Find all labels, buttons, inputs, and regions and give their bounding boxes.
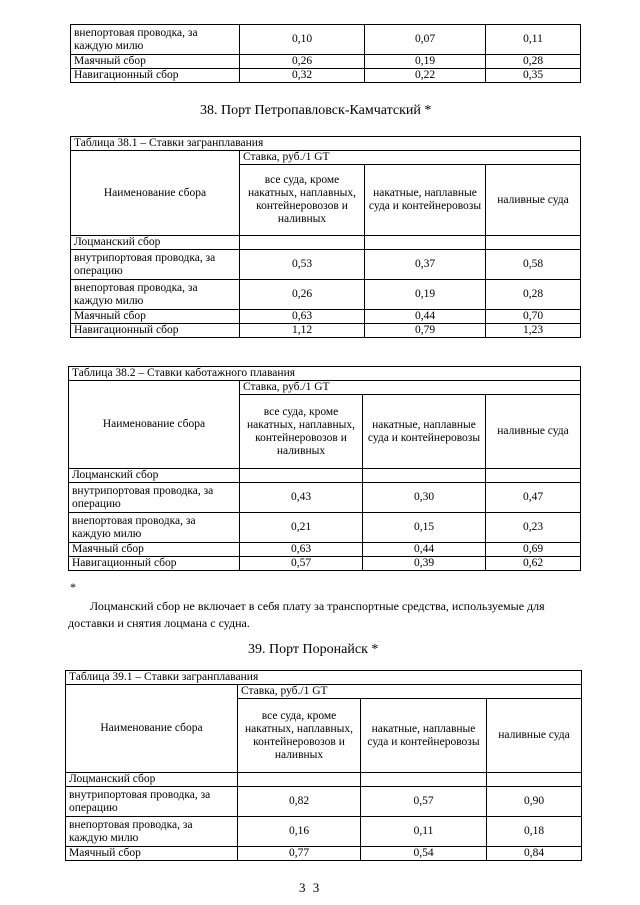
table-row	[71, 236, 581, 250]
table-caption: Таблица 38.2 – Ставки каботажного плавания	[69, 367, 581, 381]
table-row	[69, 483, 581, 513]
table-row	[69, 513, 581, 543]
rate-cell: 0,39	[363, 557, 486, 571]
empty-cell	[361, 773, 487, 787]
rate-cell: 0,18	[487, 817, 582, 847]
table-row	[66, 773, 582, 787]
rate-header: Ставка, руб./1 GT	[240, 381, 581, 395]
rate-cell: 0,57	[361, 787, 487, 817]
rate-cell: 0,70	[486, 310, 581, 324]
table-caption-row	[71, 137, 581, 151]
row-name: внепортовая проводка, за каждую милю	[69, 513, 240, 543]
rate-cell: 0,62	[486, 557, 581, 571]
rate-cell: 1,23	[486, 324, 581, 338]
column-header-tankers: наливные суда	[486, 165, 581, 236]
group-label: Лоцманский сбор	[66, 773, 238, 787]
row-name: Навигационный сбор	[71, 69, 240, 83]
table-header-row	[66, 685, 582, 699]
table-row	[69, 469, 581, 483]
rate-cell: 0,77	[238, 847, 361, 861]
row-name: внутрипортовая проводка, за операцию	[71, 250, 240, 280]
table-row	[71, 250, 581, 280]
rate-cell: 0,69	[486, 543, 581, 557]
section-heading-38: 38. Порт Петропавловск-Камчатский *	[200, 103, 432, 118]
table-row	[71, 55, 581, 69]
table-caption-row	[69, 367, 581, 381]
rate-header: Ставка, руб./1 GT	[240, 151, 581, 165]
table-row	[69, 543, 581, 557]
rate-cell: 0,19	[365, 55, 486, 69]
rate-cell: 0,15	[363, 513, 486, 543]
empty-cell	[238, 773, 361, 787]
footnote-text: Лоцманский сбор не включает в себя плату за транспортные средства, используемые для доставки и снятия лоцмана с судна.	[68, 599, 545, 630]
row-name: Маячный сбор	[69, 543, 240, 557]
rate-cell: 0,11	[361, 817, 487, 847]
rate-cell: 0,47	[486, 483, 581, 513]
rate-cell: 0,11	[486, 25, 581, 55]
rate-cell: 0,10	[240, 25, 365, 55]
rate-cell: 0,37	[365, 250, 486, 280]
rate-cell: 0,28	[486, 55, 581, 69]
tariff-table-38-1	[70, 136, 581, 338]
row-name: Маячный сбор	[71, 55, 240, 69]
rate-cell: 0,32	[240, 69, 365, 83]
rate-cell: 0,35	[486, 69, 581, 83]
column-header-all-vessels: все суда, кроме накатных, наплавных, контейнеровозов и наливных	[238, 699, 361, 773]
table-row	[71, 25, 581, 55]
rate-cell: 0,53	[240, 250, 365, 280]
rate-cell: 0,63	[240, 310, 365, 324]
rate-cell: 0,07	[365, 25, 486, 55]
rate-cell: 0,57	[240, 557, 363, 571]
row-name: Навигационный сбор	[69, 557, 240, 571]
row-name: Маячный сбор	[66, 847, 238, 861]
rate-header: Ставка, руб./1 GT	[238, 685, 582, 699]
empty-cell	[486, 236, 581, 250]
table-caption: Таблица 38.1 – Ставки загранплавания	[71, 137, 581, 151]
table-header-row	[71, 151, 581, 165]
rate-cell: 0,44	[365, 310, 486, 324]
table-row	[71, 69, 581, 83]
row-name: внепортовая проводка, за каждую милю	[71, 25, 240, 55]
column-header-roro-containers: накатные, наплавные суда и контейнеровозы	[365, 165, 486, 236]
row-name: Маячный сбор	[71, 310, 240, 324]
rate-cell: 0,63	[240, 543, 363, 557]
column-header-all-vessels: все суда, кроме накатных, наплавных, контейнеровозов и наливных	[240, 395, 363, 469]
name-column-header: Наименование сбора	[69, 381, 240, 469]
empty-cell	[240, 236, 365, 250]
rate-cell: 0,26	[240, 280, 365, 310]
table-caption-row	[66, 671, 582, 685]
rate-cell: 0,79	[365, 324, 486, 338]
rate-cell: 0,22	[365, 69, 486, 83]
rate-cell: 1,12	[240, 324, 365, 338]
rate-cell: 0,19	[365, 280, 486, 310]
rate-cell: 0,21	[240, 513, 363, 543]
column-header-roro-containers: накатные, наплавные суда и контейнеровозы	[363, 395, 486, 469]
rate-cell: 0,43	[240, 483, 363, 513]
name-column-header: Наименование сбора	[66, 685, 238, 773]
table-caption: Таблица 39.1 – Ставки загранплавания	[66, 671, 582, 685]
section-heading-39: 39. Порт Поронайск *	[248, 642, 379, 657]
row-name: Навигационный сбор	[71, 324, 240, 338]
table-row	[69, 557, 581, 571]
row-name: внутрипортовая проводка, за операцию	[66, 787, 238, 817]
rate-cell: 0,23	[486, 513, 581, 543]
tariff-table-38-2	[68, 366, 581, 571]
rate-cell: 0,54	[361, 847, 487, 861]
rate-cell: 0,26	[240, 55, 365, 69]
tariff-table-continued	[70, 24, 581, 83]
table-header-row	[69, 381, 581, 395]
empty-cell	[240, 469, 363, 483]
table-row	[71, 324, 581, 338]
group-label: Лоцманский сбор	[69, 469, 240, 483]
rate-cell: 0,16	[238, 817, 361, 847]
group-label: Лоцманский сбор	[71, 236, 240, 250]
table-row	[71, 310, 581, 324]
row-name: внепортовая проводка, за каждую милю	[66, 817, 238, 847]
empty-cell	[487, 773, 582, 787]
column-header-all-vessels: все суда, кроме накатных, наплавных, контейнеровозов и наливных	[240, 165, 365, 236]
column-header-roro-containers: накатные, наплавные суда и контейнеровозы	[361, 699, 487, 773]
rate-cell: 0,82	[238, 787, 361, 817]
row-name: внутрипортовая проводка, за операцию	[69, 483, 240, 513]
table-row	[71, 280, 581, 310]
rate-cell: 0,44	[363, 543, 486, 557]
rate-cell: 0,90	[487, 787, 582, 817]
row-name: внепортовая проводка, за каждую милю	[71, 280, 240, 310]
empty-cell	[365, 236, 486, 250]
rate-cell: 0,84	[487, 847, 582, 861]
rate-cell: 0,58	[486, 250, 581, 280]
table-row	[66, 787, 582, 817]
column-header-tankers: наливные суда	[487, 699, 582, 773]
empty-cell	[363, 469, 486, 483]
rate-cell: 0,28	[486, 280, 581, 310]
table-row	[66, 817, 582, 847]
tariff-table-39-1	[65, 670, 582, 861]
name-column-header: Наименование сбора	[71, 151, 240, 236]
footnote-marker: *	[70, 580, 76, 594]
column-header-tankers: наливные суда	[486, 395, 581, 469]
page-number: 3 3	[299, 880, 322, 895]
table-row	[66, 847, 582, 861]
empty-cell	[486, 469, 581, 483]
rate-cell: 0,30	[363, 483, 486, 513]
